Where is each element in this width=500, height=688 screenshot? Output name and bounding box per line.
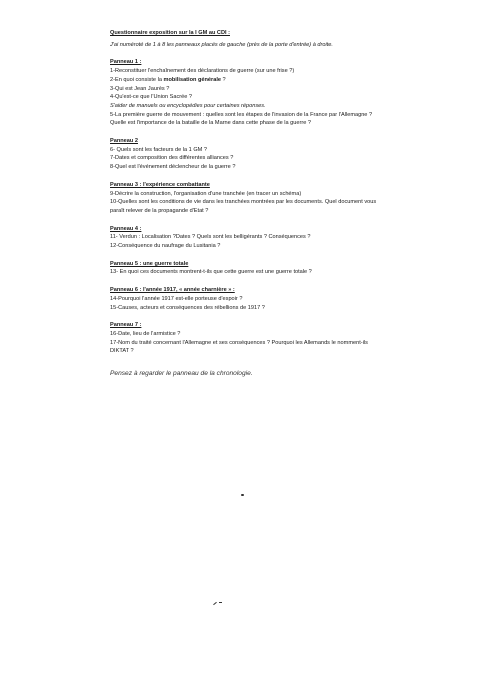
- document-title: Questionnaire exposition sur la I GM au CDI :: [110, 30, 230, 36]
- panel-7-section: [110, 321, 440, 356]
- question-15: 15-Causes, acteurs et conséquences des rébellions de 1917 ?: [110, 304, 265, 311]
- scan-speck: [241, 494, 244, 496]
- panel-6-heading: Panneau 6 : l'année 1917, « année charnière » :: [110, 287, 235, 294]
- scan-speck: [213, 602, 217, 605]
- question-10-continued: paraît relever de la propagande d'Etat ?: [110, 207, 209, 214]
- panel-6-section: [110, 286, 440, 312]
- question-16: 16-Date, lieu de l'armistice ?: [110, 330, 181, 337]
- panel-2-section: [110, 137, 440, 172]
- question-2-suffix: ?: [221, 76, 226, 83]
- scan-speck: [219, 602, 222, 603]
- question-7: 7-Dates et composition des différentes alliances ?: [110, 155, 234, 162]
- panel-5-section: [110, 260, 440, 277]
- question-14: 14-Pourquoi l'année 1917 est-elle porteuse d'espoir ?: [110, 295, 243, 302]
- question-9: 9-Décrire la construction, l'organisation d'une tranchée (en tracer un schéma): [110, 190, 302, 197]
- question-11: 11- Verdun : Localisation ?Dates ? Quels sont les belligérants ? Conséquences ?: [110, 234, 311, 241]
- question-5-continued: Quelle est l'importance de la bataille de la Marne dans cette phase de la guerre ?: [110, 120, 312, 127]
- panel-1-heading: Panneau 1 :: [110, 59, 142, 66]
- hint-line: S'aider de manuels ou encyclopédies pour certaines réponses.: [110, 102, 266, 109]
- panel-5-heading: Panneau 5 : une guerre totale: [110, 260, 189, 267]
- question-2-keyword: mobilisation générale: [163, 76, 221, 83]
- panel-2-heading: Panneau 2: [110, 138, 138, 145]
- question-17: 17-Nom du traité concernant l'Allemagne et ses conséquences ? Pourquoi les Allemands le nomment-ils: [110, 339, 368, 346]
- question-4: 4-Qu'est-ce que l'Union Sacrée ?: [110, 94, 193, 101]
- question-13: 13- En quoi ces documents montrent-t-ils que cette guerre est une guerre totale ?: [110, 269, 312, 276]
- question-10: 10-Quelles sont les conditions de vie dans les tranchées montrées par les documents. Quel document vous: [110, 199, 377, 206]
- panel-3-heading: Panneau 3 : l'expérience combattante: [110, 181, 210, 188]
- panel-1-section: [110, 58, 440, 128]
- footer-reminder: Pensez à regarder le panneau de la chronologie.: [110, 370, 253, 378]
- question-12: 12-Conséquence du naufrage du Lusitania ?: [110, 243, 221, 250]
- question-1: 1-Reconstituer l'enchaînement des déclarations de guerre (sur une frise ?): [110, 68, 295, 75]
- question-2: [110, 76, 440, 85]
- questionnaire: [110, 29, 440, 379]
- question-3: 3-Qui est Jean Jaurès ?: [110, 85, 170, 92]
- question-8: 8-Quel est l'événement déclencheur de la guerre ?: [110, 164, 236, 171]
- question-17-continued: DIKTAT ?: [110, 348, 134, 355]
- panel-4-heading: Panneau 4 :: [110, 225, 142, 232]
- panel-7-heading: Panneau 7 :: [110, 322, 142, 329]
- question-6: 6- Quels sont les facteurs de la 1 GM ?: [110, 146, 208, 153]
- panel-3-section: [110, 181, 440, 216]
- panel-4-section: [110, 225, 440, 251]
- document-subtitle: J'ai numéroté de 1 à 8 les panneaux placés de gauche (près de la porte d'entrée) à droite.: [110, 41, 333, 48]
- question-2-prefix: 2-En quoi consiste la: [110, 76, 164, 83]
- question-5: 5-La première guerre de mouvement : quelles sont les étapes de l'invasion de la France par l'Allemagne ?: [110, 111, 373, 118]
